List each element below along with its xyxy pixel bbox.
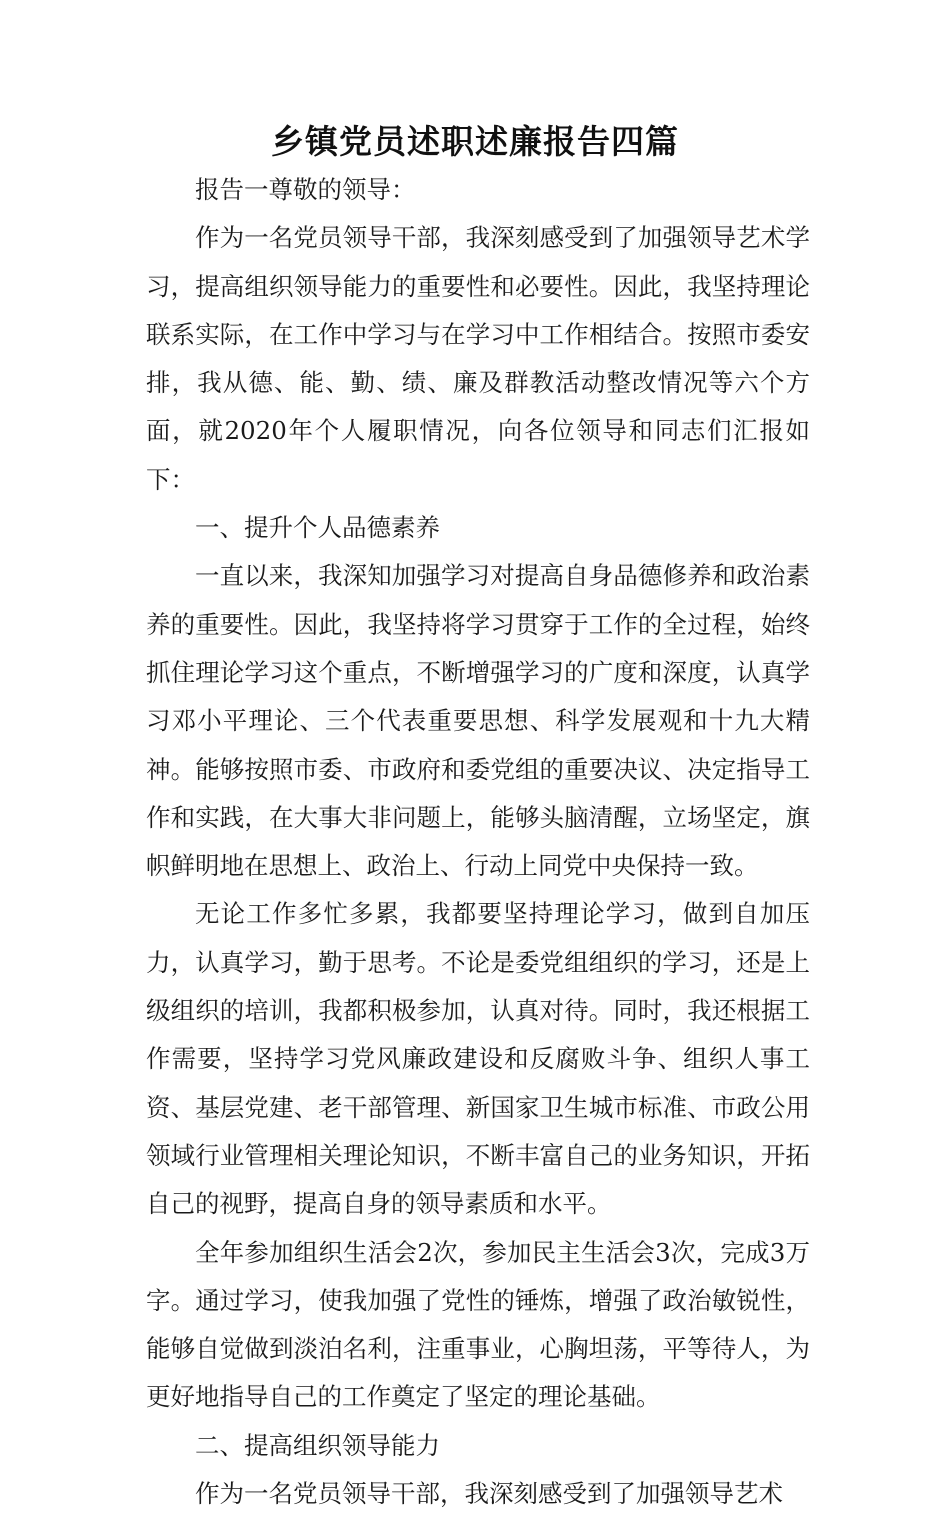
paragraph-intro: 作为一名党员领导干部，我深刻感受到了加强领导艺术学习，提高组织领导能力的重要性和必要性。因此，我坚持理论联系实际，在工作中学习与在学习中工作相结合。按照市委安排，我从德、能、勤、绩、廉及群教活动整改情况等六个方面，就2020年个人履职情况，向各位领导和同志们汇报如下： (146, 223, 810, 494)
paragraph-study-importance: 一直以来，我深知加强学习对提高自身品德修养和政治素养的重要性。因此，我坚持将学习贯穿于工作的全过程，始终抓住理论学习这个重点，不断增强学习的广度和深度，认真学习邓小平理论、三个代表重要思想、科学发展观和十九大精神。能够按照市委、市政府和委党组的重要决议、决定指导工作和实践，在大事大非问题上，能够头脑清醒，立场坚定，旗帜鲜明地在思想上、政治上、行动上同党中央保持一致。 (146, 561, 810, 881)
paragraph-persistent-study: 无论工作多忙多累，我都要坚持理论学习，做到自加压力，认真学习，勤于思考。不论是委党组组织的学习，还是上级组织的培训，我都积极参加，认真对待。同时，我还根据工作需要，坚持学习党风廉政建设和反腐败斗争、组织人事工资、基层党建、老干部管理、新国家卫生城市标准、市政公用领域行业管理相关理论知识，不断丰富自己的业务知识，开拓自己的视野，提高自身的领导素质和水平。 (146, 899, 810, 1219)
section-heading-1: 一、提升个人品德素养 (195, 513, 440, 543)
paragraph-leadership: 作为一名党员领导干部，我深刻感受到了加强领导艺术 (195, 1479, 783, 1509)
document-title: 乡镇党员述职述廉报告四篇 (271, 122, 679, 161)
document-body (146, 166, 810, 1518)
paragraph-annual-summary: 全年参加组织生活会2次，参加民主生活会3次，完成3万字。通过学习，使我加强了党性的锤炼，增强了政治敏锐性，能够自觉做到淡泊名利，注重事业，心胸坦荡，平等待人，为更好地指导自己的工作奠定了坚定的理论基础。 (146, 1237, 810, 1412)
paragraph-salutation: 报告一尊敬的领导： (195, 175, 416, 204)
section-heading-2: 二、提高组织领导能力 (195, 1430, 440, 1460)
